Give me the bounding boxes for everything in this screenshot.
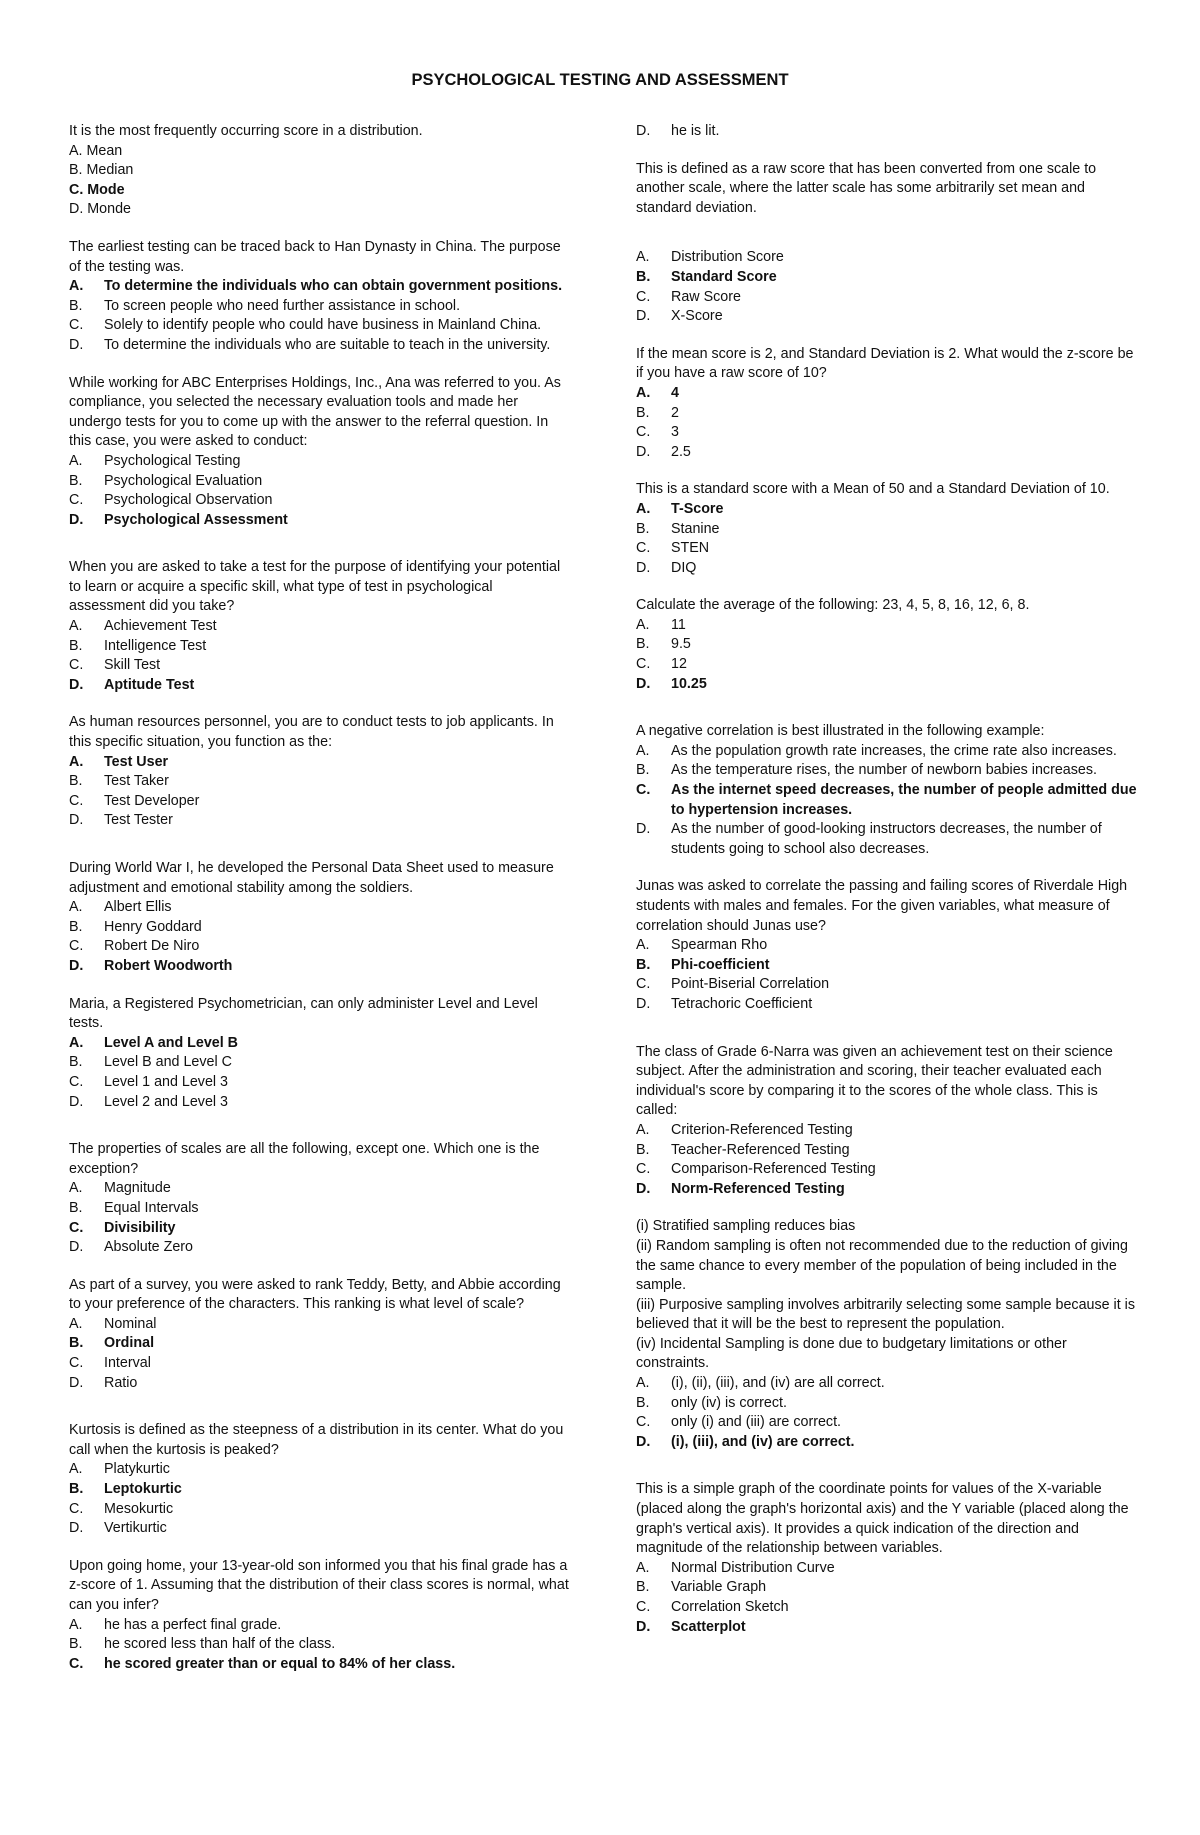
question-text: Upon going home, your 13-year-old son informed you that his final grade has a z-score of 1. Assuming that the distribution of their class scores is normal, what can you infer? (69, 1557, 569, 1613)
question-text: As human resources personnel, you are to conduct tests to job applicants. In this specific situation, you function as the: (69, 714, 554, 751)
option-b (636, 1141, 1141, 1161)
option-text: 10.25 (671, 675, 707, 692)
option-text: To determine the individuals who can obtain government positions. (104, 278, 563, 295)
option-text: Robert Woodworth (104, 957, 233, 974)
option-b (636, 520, 1141, 540)
option-text: Test Tester (104, 812, 173, 829)
option-letter: C. (69, 492, 84, 509)
option-letter: A. (636, 384, 651, 401)
option-letter: A. (69, 278, 84, 295)
option-letter: B. (69, 297, 83, 314)
option-a (636, 616, 1141, 636)
option-text: To screen people who need further assistance in school. (104, 297, 461, 314)
question-text: Junas was asked to correlate the passing and failing scores of Riverdale High students with males and females. For the given variables, what measure of correlation should Junas use? (636, 878, 1128, 934)
statement-iii: (iii) Purposive sampling involves arbitrarily selecting some sample because it is believed that it will be the best to represent the population. (636, 1296, 1136, 1333)
option-letter: C. (69, 1073, 84, 1090)
option-letter: C. (636, 782, 651, 799)
option-text: Albert Ellis (104, 899, 172, 916)
option-d (69, 1519, 569, 1539)
option-c (69, 1073, 569, 1093)
option-a-correct (69, 1034, 569, 1054)
option-text: Level 2 and Level 3 (104, 1093, 229, 1110)
question-text: This is defined as a raw score that has been converted from one scale to another scale, where the latter scale has some arbitrarily set mean and standard deviation. (636, 160, 1097, 216)
option-b (69, 637, 569, 657)
option-text: Raw Score (671, 288, 741, 305)
option-c (69, 656, 569, 676)
option-c (636, 1413, 1141, 1433)
option-text: Standard Score (671, 268, 777, 285)
option-letter: A. (69, 1616, 83, 1633)
option-text: 4 (671, 384, 679, 401)
option-letter: D. (69, 336, 84, 353)
option-letter: A. (69, 618, 83, 635)
option-text: 2 (671, 404, 679, 421)
option-text: Test Taker (104, 773, 169, 790)
option-text: 9.5 (671, 636, 691, 653)
option-text: Robert De Niro (104, 938, 200, 955)
option-text: Platykurtic (104, 1461, 170, 1478)
left-column (69, 122, 569, 1692)
option-text: only (iv) is correct. (671, 1394, 787, 1411)
question-text: While working for ABC Enterprises Holdings, Inc., Ana was referred to you. As compliance, you selected the necessary evaluation tools and made her undergo tests for you to come up with the answer to the referral question. In this case, you were asked to conduct: (69, 374, 561, 450)
question-16 (636, 722, 1141, 859)
question-text: The properties of scales are all the following, except one. Which one is the exception? (69, 1141, 540, 1177)
option-a (69, 1616, 569, 1636)
option-letter: B. (636, 956, 651, 973)
option-letter: A. (69, 1315, 83, 1332)
option-letter: D. (636, 1180, 651, 1197)
question-text: The earliest testing can be traced back to Han Dynasty in China. The purpose of the testing was. (69, 238, 561, 275)
option-letter: B. (636, 1141, 650, 1158)
option-c (69, 792, 569, 812)
option-letter: D. (636, 1618, 651, 1635)
option-text: Solely to identify people who could have business in Mainland China. (104, 317, 542, 334)
option-d (69, 1093, 569, 1113)
option-b (69, 1199, 569, 1219)
option-letter: C. (636, 1414, 651, 1431)
option-letter: D. (69, 957, 84, 974)
option-c-correct: C. Mode (69, 181, 125, 198)
option-letter: A. (636, 742, 650, 759)
option-letter: A. (636, 500, 651, 517)
question-11-continued (636, 122, 1141, 142)
option-letter: A. (636, 937, 650, 954)
option-text: Phi-coefficient (671, 956, 770, 973)
option-d (636, 122, 1141, 142)
statement-ii: (ii) Random sampling is often not recommended due to the reduction of giving the same chance to every member of the population of being included in the sample. (636, 1237, 1128, 1294)
question-text: Kurtosis is defined as the steepness of a distribution in its center. What do you call when the kurtosis is peaked? (69, 1422, 564, 1458)
question-4 (69, 558, 569, 695)
option-d: D. Monde (69, 201, 131, 218)
question-10 (69, 1421, 569, 1539)
option-text: he is lit. (671, 123, 720, 139)
option-a (636, 936, 1141, 956)
option-text: Psychological Observation (104, 492, 273, 509)
option-letter: C. (636, 976, 651, 993)
option-c (69, 937, 569, 957)
option-letter: D. (636, 675, 651, 692)
question-3 (69, 374, 569, 531)
option-letter: C. (69, 1355, 84, 1372)
question-text: A negative correlation is best illustrated in the following example: (636, 723, 1045, 740)
option-letter: D. (69, 812, 84, 829)
option-letter: D. (636, 559, 651, 576)
option-c (636, 1598, 1141, 1618)
option-text: Divisibility (104, 1219, 176, 1236)
option-text: Point-Biserial Correlation (671, 976, 830, 993)
option-letter: D. (636, 123, 651, 139)
question-2 (69, 238, 569, 356)
question-text: This is a standard score with a Mean of 50 and a Standard Deviation of 10. (636, 481, 1110, 498)
option-a (69, 1460, 569, 1480)
option-d-correct (636, 675, 1141, 695)
option-text: Henry Goddard (104, 918, 202, 935)
question-5 (69, 713, 569, 831)
option-text: Absolute Zero (104, 1239, 194, 1256)
question-6 (69, 859, 569, 977)
option-letter: A. (69, 899, 83, 916)
option-text: Tetrachoric Coefficient (671, 995, 813, 1012)
option-text: Test Developer (104, 792, 200, 809)
question-17 (636, 877, 1141, 1014)
option-c (69, 1354, 569, 1374)
option-text: Criterion-Referenced Testing (671, 1121, 853, 1138)
question-19 (636, 1217, 1141, 1452)
option-a-correct (69, 753, 569, 773)
question-text: Calculate the average of the following: 23, 4, 5, 8, 16, 12, 6, 8. (636, 597, 1030, 614)
option-a (636, 1121, 1141, 1141)
option-text: he has a perfect final grade. (104, 1616, 282, 1633)
option-b-correct (636, 268, 1141, 288)
question-text: As part of a survey, you were asked to rank Teddy, Betty, and Abbie according to your preference of the characters. This ranking is what level of scale? (69, 1276, 561, 1313)
option-text: Equal Intervals (104, 1199, 199, 1216)
option-d-correct (69, 957, 569, 977)
option-a: A. Mean (69, 142, 123, 159)
option-text: Ordinal (104, 1335, 155, 1352)
option-text: As the temperature rises, the number of newborn babies increases. (671, 762, 1097, 779)
option-text: Interval (104, 1355, 151, 1372)
question-text: It is the most frequently occurring score in a distribution. (69, 123, 423, 139)
option-letter: C. (69, 1655, 84, 1672)
option-b (69, 1635, 569, 1655)
option-letter: A. (636, 616, 650, 633)
statement-iv: (iv) Incidental Sampling is done due to budgetary limitations or other constraints. (636, 1335, 1067, 1372)
option-b (69, 472, 569, 492)
option-a (69, 1315, 569, 1335)
option-c (636, 423, 1141, 443)
option-letter: B. (69, 773, 83, 790)
option-text: Level 1 and Level 3 (104, 1073, 229, 1090)
option-letter: C. (69, 792, 84, 809)
option-text: Magnitude (104, 1180, 171, 1197)
option-letter: C. (69, 1219, 84, 1236)
option-letter: D. (69, 1520, 84, 1537)
option-a-correct (636, 384, 1141, 404)
option-a-correct (636, 500, 1141, 520)
option-d (69, 811, 569, 831)
option-c (636, 288, 1141, 308)
option-text: 11 (671, 616, 686, 633)
option-text: Achievement Test (104, 618, 217, 635)
option-letter: A. (69, 1180, 83, 1197)
option-d (69, 1238, 569, 1258)
option-letter: D. (636, 821, 651, 838)
option-text: Leptokurtic (104, 1481, 182, 1498)
option-text: Stanine (671, 520, 720, 537)
option-letter: D. (69, 1239, 84, 1256)
option-d (636, 820, 1141, 859)
option-text: 3 (671, 424, 679, 441)
option-letter: B. (69, 1054, 83, 1071)
option-text: Comparison-Referenced Testing (671, 1161, 876, 1178)
option-d-correct (636, 1618, 1141, 1638)
question-15 (636, 596, 1141, 694)
option-letter: B. (636, 636, 650, 653)
option-text: Nominal (104, 1315, 157, 1332)
option-text: Mesokurtic (104, 1500, 174, 1517)
option-c (636, 975, 1141, 995)
option-letter: B. (69, 918, 83, 935)
option-letter: D. (69, 1374, 84, 1391)
option-letter: B. (69, 1636, 83, 1653)
option-letter: B. (636, 1394, 650, 1411)
option-letter: C. (636, 540, 651, 557)
option-letter: A. (69, 1461, 83, 1478)
question-text: The class of Grade 6-Narra was given an achievement test on their science subject. After the administration and scoring, their teacher evaluated each individual's score by comparing it to the scores of the whole class. This is called: (636, 1043, 1113, 1119)
option-a (69, 898, 569, 918)
option-letter: C. (69, 1500, 84, 1517)
question-14 (636, 480, 1141, 578)
option-text: Normal Distribution Curve (671, 1559, 835, 1576)
option-text: (i), (ii), (iii), and (iv) are all correct. (671, 1375, 885, 1392)
option-text: Intelligence Test (104, 637, 207, 654)
option-b (69, 1053, 569, 1073)
option-c-correct (69, 1219, 569, 1239)
question-13 (636, 345, 1141, 463)
option-b (636, 1394, 1141, 1414)
option-text: Psychological Evaluation (104, 472, 263, 489)
option-letter: B. (69, 1335, 84, 1352)
option-letter: D. (69, 1093, 84, 1110)
option-letter: B. (636, 268, 651, 285)
option-text: Variable Graph (671, 1579, 767, 1596)
option-text: he scored greater than or equal to 84% of her class. (104, 1655, 456, 1672)
question-8 (69, 1140, 569, 1258)
option-letter: D. (636, 308, 651, 325)
option-text: Psychological Testing (104, 452, 241, 469)
option-b-correct (636, 956, 1141, 976)
option-letter: A. (636, 1375, 650, 1392)
option-c (69, 1500, 569, 1520)
option-d (69, 1374, 569, 1394)
option-c (636, 655, 1141, 675)
right-column (636, 122, 1141, 1655)
option-letter: D. (636, 443, 651, 460)
option-b (636, 761, 1141, 781)
option-letter: B. (636, 1579, 650, 1596)
option-text: (i), (iii), and (iv) are correct. (671, 1433, 855, 1450)
question-12 (636, 160, 1141, 327)
option-letter: A. (636, 249, 650, 266)
statement-i: (i) Stratified sampling reduces bias (636, 1218, 856, 1235)
option-a (636, 742, 1141, 762)
page-title: PSYCHOLOGICAL TESTING AND ASSESSMENT (411, 71, 789, 89)
question-text: If the mean score is 2, and Standard Deviation is 2. What would the z-score be if you have a raw score of 10? (636, 345, 1134, 382)
option-d (636, 559, 1141, 579)
option-text: X-Score (671, 308, 723, 325)
option-letter: B. (636, 762, 650, 779)
option-b (69, 918, 569, 938)
option-d-correct (69, 511, 569, 531)
option-letter: C. (69, 938, 84, 955)
option-text: To determine the individuals who are suitable to teach in the university. (104, 336, 551, 353)
option-letter: D. (69, 511, 84, 528)
option-text: 12 (671, 656, 687, 673)
option-text: Level B and Level C (104, 1054, 232, 1071)
option-c (636, 1160, 1141, 1180)
option-letter: B. (69, 1481, 84, 1498)
option-text: 2.5 (671, 443, 691, 460)
option-letter: B. (69, 1199, 83, 1216)
option-b (69, 297, 569, 317)
option-c (69, 491, 569, 511)
option-text: Scatterplot (671, 1618, 746, 1635)
option-d (636, 307, 1141, 327)
option-text: Correlation Sketch (671, 1599, 789, 1615)
option-d (636, 995, 1141, 1015)
option-text: T-Score (671, 500, 724, 517)
option-letter: C. (636, 1599, 651, 1615)
option-letter: B. (636, 404, 650, 421)
option-letter: C. (636, 1161, 651, 1178)
option-text: Distribution Score (671, 249, 784, 266)
option-text: Norm-Referenced Testing (671, 1180, 845, 1197)
question-text: This is a simple graph of the coordinate points for values of the X-variable (placed along the graph's horizontal axis) and the Y variable (placed along the graph's vertical axis). It provides a quick indication of the direction and magnitude of the relationship between variables. (636, 1481, 1129, 1557)
option-text: Ratio (104, 1374, 138, 1391)
option-text: DIQ (671, 559, 697, 576)
option-text: As the internet speed decreases, the number of people admitted due to hypertension increases. (671, 782, 1137, 818)
question-text: During World War I, he developed the Personal Data Sheet used to measure adjustment and emotional stability among the soldiers. (69, 860, 554, 896)
question-18 (636, 1043, 1141, 1200)
question-text: When you are asked to take a test for the purpose of identifying your potential to learn or acquire a specific skill, what type of test in psychological assessment did you take? (69, 559, 561, 615)
option-a (636, 1374, 1141, 1394)
option-d-correct (69, 676, 569, 696)
option-letter: B. (636, 520, 650, 537)
option-b (636, 1578, 1141, 1598)
option-d-correct (636, 1180, 1141, 1200)
option-text: he scored less than half of the class. (104, 1636, 336, 1653)
option-letter: A. (69, 452, 83, 469)
option-text: Spearman Rho (671, 937, 768, 954)
option-a (69, 1179, 569, 1199)
option-text: Vertikurtic (104, 1520, 167, 1537)
option-text: As the population growth rate increases, the crime rate also increases. (671, 742, 1117, 759)
option-text: Psychological Assessment (104, 511, 288, 528)
option-c (69, 316, 569, 336)
option-b-correct (69, 1334, 569, 1354)
option-text: Teacher-Referenced Testing (671, 1141, 850, 1158)
option-letter: A. (636, 1559, 650, 1576)
option-text: As the number of good-looking instructors decreases, the number of students going to school also decreases. (671, 821, 1102, 857)
option-d (636, 443, 1141, 463)
option-letter: D. (636, 995, 651, 1012)
option-b-correct (69, 1480, 569, 1500)
question-1 (69, 122, 569, 220)
option-text: Test User (104, 753, 169, 770)
option-a (636, 1559, 1141, 1579)
question-11 (69, 1557, 569, 1675)
option-b (636, 635, 1141, 655)
option-letter: C. (636, 656, 651, 673)
option-c-correct (69, 1655, 569, 1675)
option-b (69, 772, 569, 792)
option-c-correct (636, 781, 1141, 820)
option-b: B. Median (69, 162, 134, 179)
option-letter: D. (69, 676, 84, 693)
option-a-correct (69, 277, 569, 297)
option-letter: A. (636, 1121, 650, 1138)
option-a (69, 452, 569, 472)
option-letter: C. (69, 657, 84, 674)
option-letter: C. (636, 424, 651, 441)
option-d-correct (636, 1433, 1141, 1453)
option-letter: B. (69, 637, 83, 654)
option-text: Skill Test (104, 657, 161, 674)
option-letter: D. (636, 1433, 651, 1450)
option-letter: A. (69, 753, 84, 770)
option-letter: C. (636, 288, 651, 305)
option-text: Level A and Level B (104, 1034, 239, 1051)
option-d (69, 336, 569, 356)
option-text: Aptitude Test (104, 676, 195, 693)
option-b (636, 404, 1141, 424)
option-a (69, 617, 569, 637)
option-text: only (i) and (iii) are correct. (671, 1414, 842, 1431)
question-7 (69, 995, 569, 1113)
question-20 (636, 1480, 1141, 1637)
question-9 (69, 1276, 569, 1394)
option-a (636, 248, 1141, 268)
option-letter: A. (69, 1034, 84, 1051)
option-letter: C. (69, 317, 84, 334)
question-text: Maria, a Registered Psychometrician, can only administer Level and Level tests. (69, 995, 538, 1032)
option-letter: B. (69, 472, 83, 489)
option-text: STEN (671, 540, 710, 557)
option-c (636, 539, 1141, 559)
